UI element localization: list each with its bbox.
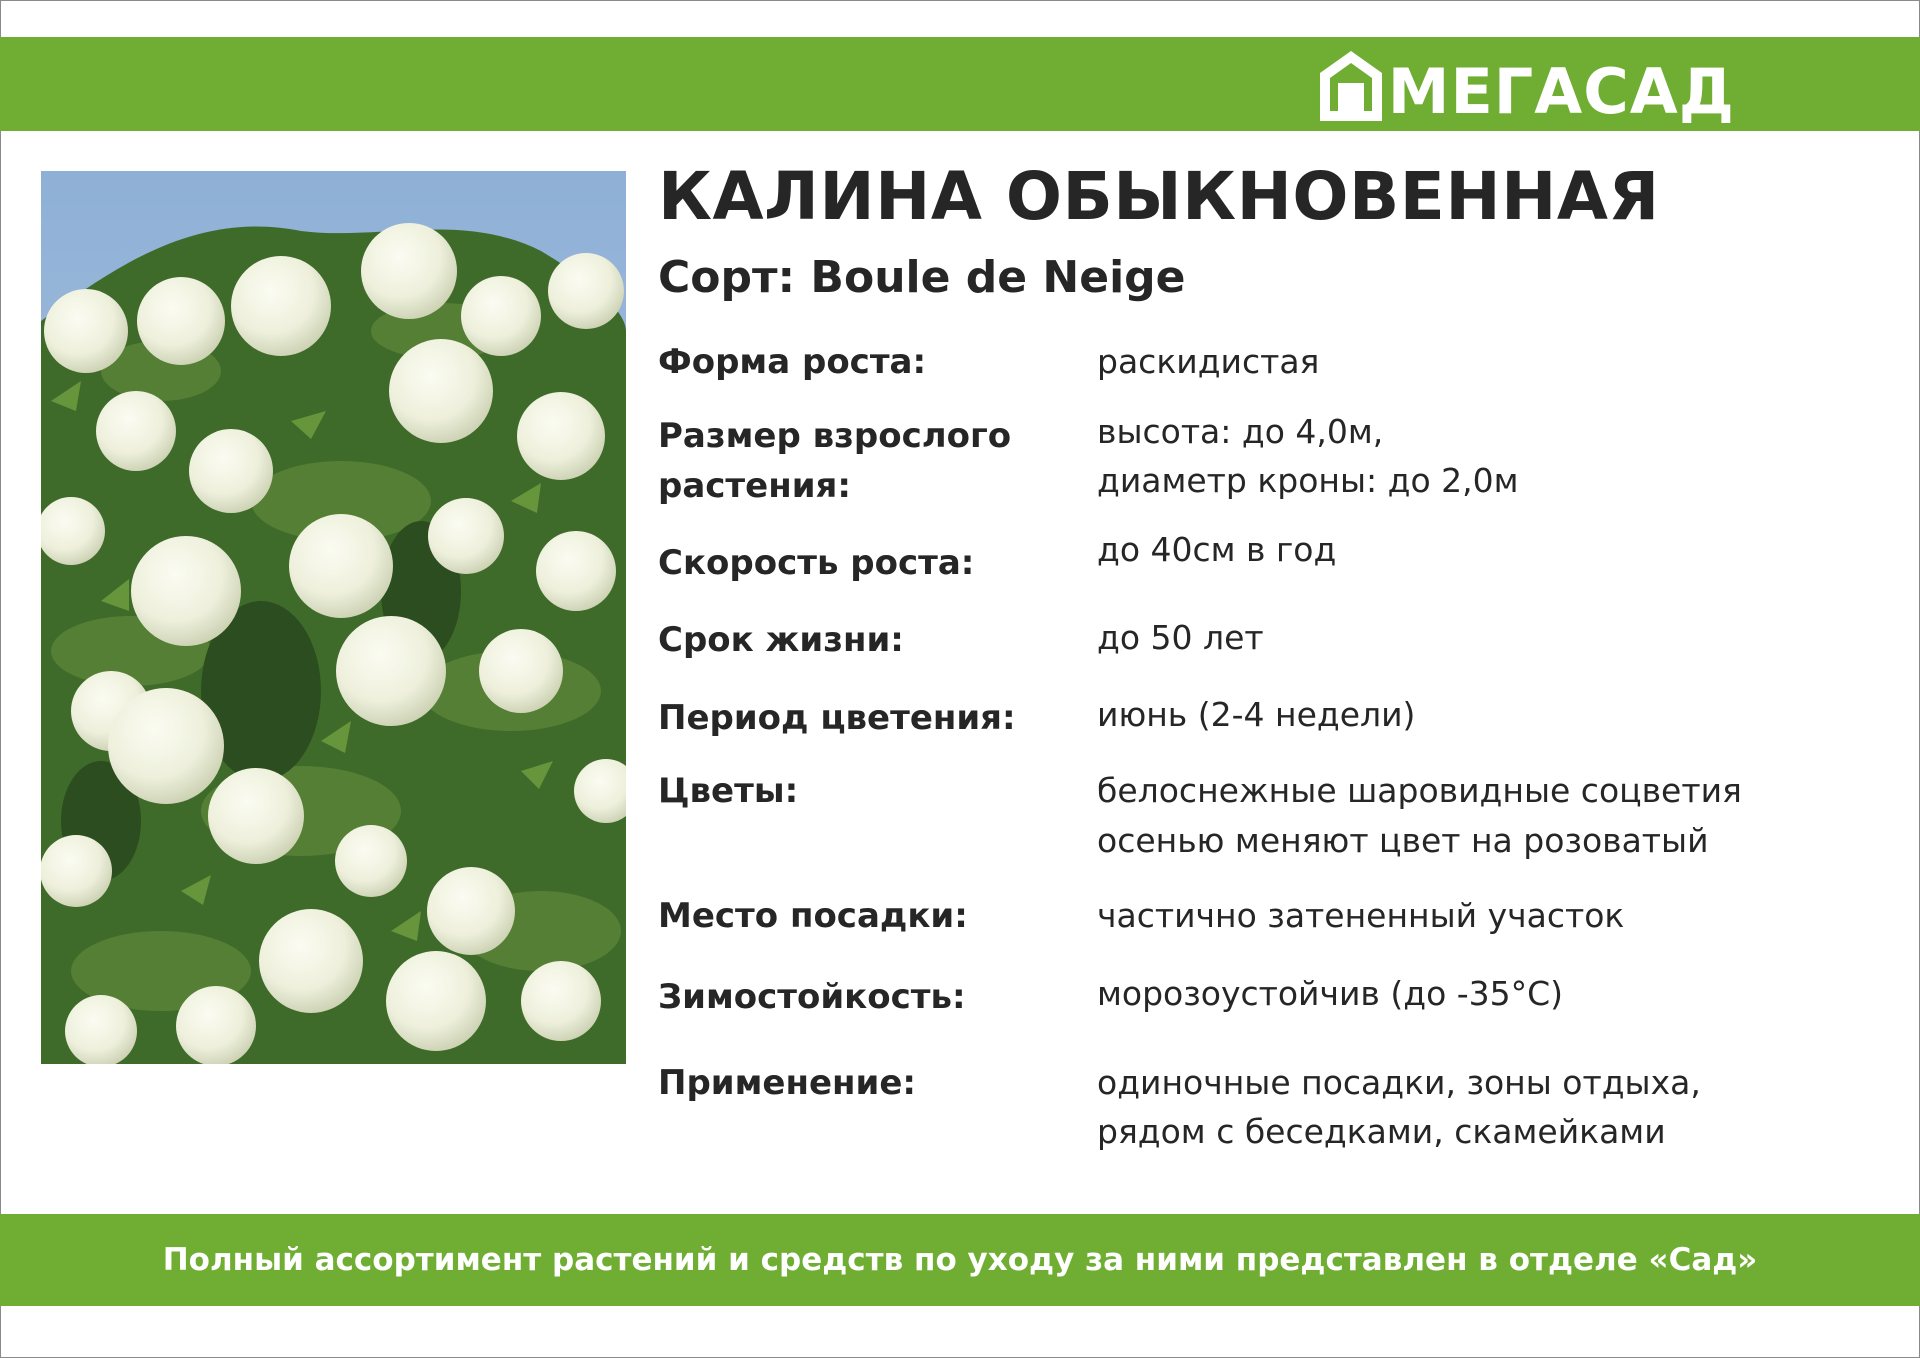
spec-value: до 40см в год [1097, 530, 1337, 569]
spec-value-line2: осенью меняют цвет на розоватый [1097, 821, 1709, 860]
spec-label-line2: растения: [658, 466, 851, 506]
spec-value-line2: рядом с беседками, скамейками [1097, 1112, 1666, 1151]
spec-label: Цветы: [658, 771, 799, 811]
spec-label: Форма роста: [658, 342, 927, 382]
spec-value: до 50 лет [1097, 618, 1264, 657]
spec-label: Скорость роста: [658, 543, 975, 583]
spec-label: Срок жизни: [658, 620, 904, 660]
plant-title: КАЛИНА ОБЫКНОВЕННАЯ [658, 158, 1660, 235]
spec-value: раскидистая [1097, 342, 1320, 381]
plant-variety: Сорт: Boule de Neige [658, 252, 1186, 303]
viburnum-bush-image [41, 171, 626, 1064]
spec-value-line1: высота: до 4,0м, [1097, 412, 1384, 451]
spec-value: июнь (2-4 недели) [1097, 695, 1416, 734]
brand-name: МЕГАСАД [1387, 55, 1735, 128]
spec-label: Период цветения: [658, 698, 1016, 738]
spec-value-line2: диаметр кроны: до 2,0м [1097, 461, 1519, 500]
spec-value: частично затененный участок [1097, 896, 1625, 935]
house-icon [1318, 49, 1384, 123]
spec-label-line1: Размер взрослого [658, 416, 1012, 456]
spec-label: Зимостойкость: [658, 977, 966, 1017]
header-band [0, 37, 1920, 131]
spec-value: морозоустойчив (до -35°С) [1097, 974, 1564, 1013]
brand-logo [1318, 47, 1735, 128]
spec-value-line1: белоснежные шаровидные соцветия [1097, 771, 1742, 810]
spec-label: Место посадки: [658, 896, 968, 936]
plant-photo [41, 171, 626, 1064]
footer-band [0, 1214, 1920, 1306]
spec-label: Применение: [658, 1063, 916, 1103]
spec-value-line1: одиночные посадки, зоны отдыха, [1097, 1063, 1701, 1102]
footer-text: Полный ассортимент растений и средств по уходу за ними представлен в отделе «Сад» [162, 1242, 1758, 1278]
